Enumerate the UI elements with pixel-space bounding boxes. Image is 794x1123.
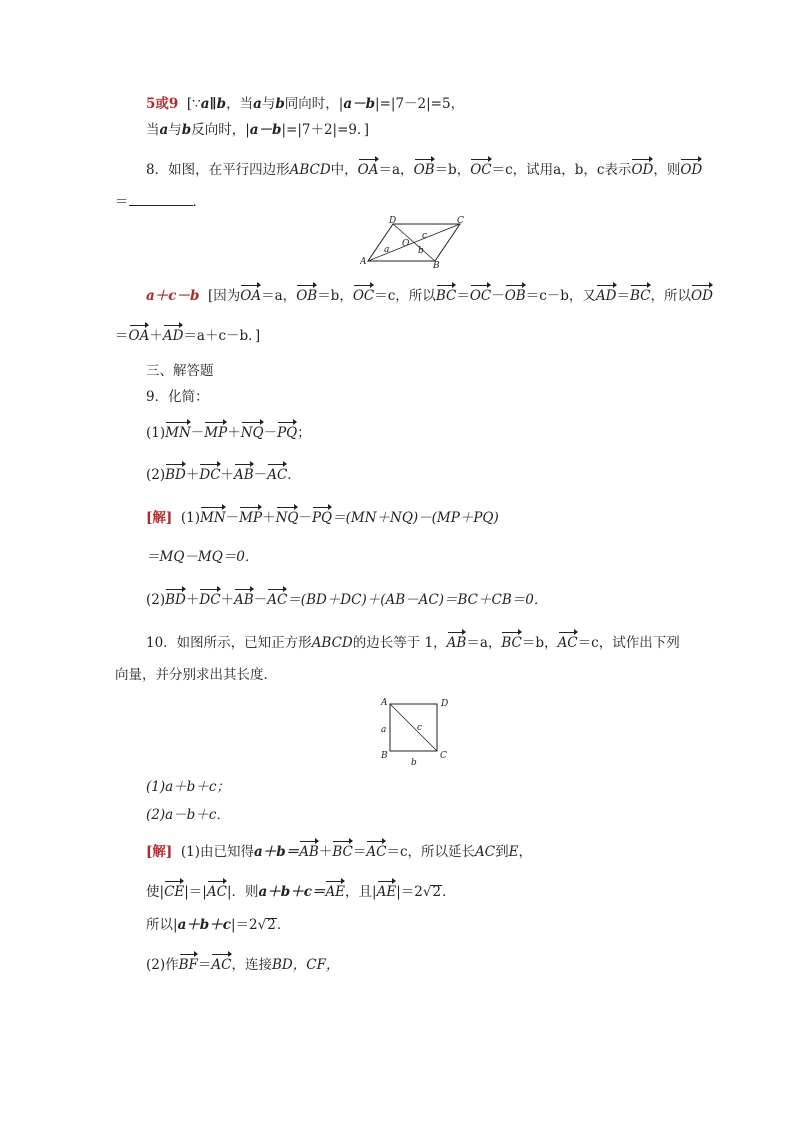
text: 8．如图，在平行四边形 — [146, 162, 290, 178]
vector: MP — [239, 506, 262, 528]
text: － — [253, 467, 268, 483]
vector: NQ — [241, 421, 264, 443]
text: (2) — [146, 467, 166, 483]
label-d: D — [441, 699, 449, 709]
text: ＝a， — [466, 635, 502, 651]
vector: DC — [199, 588, 220, 610]
vector: OC — [470, 158, 491, 180]
q7-line-1 — [146, 94, 464, 114]
text: ＝ — [115, 328, 129, 344]
text: ，所以 — [650, 288, 692, 304]
text: ＋ — [220, 592, 235, 608]
vector: MN — [165, 421, 191, 443]
square-figure — [378, 696, 452, 768]
text: ＝a， — [261, 288, 297, 304]
text: (1) — [180, 510, 200, 526]
text: ＝c，试作出下列 — [577, 635, 680, 651]
vector: AC — [267, 588, 287, 610]
q8-answer: a＋c－b — [146, 288, 200, 304]
text: 所以| — [146, 917, 178, 933]
q10-solution-4 — [146, 953, 339, 975]
vector: BC — [332, 840, 353, 862]
vector: OA — [129, 324, 150, 346]
q10-part-2 — [146, 805, 230, 825]
text: ＝a＋c－b．] — [183, 328, 261, 344]
text: |＝2 — [396, 884, 423, 900]
vector: AC — [267, 463, 287, 485]
text: － — [263, 425, 278, 441]
text: － — [225, 510, 240, 526]
text: (1)a＋b＋c； — [146, 779, 230, 795]
vector: AE — [325, 880, 345, 902]
text: 反向时，| — [191, 122, 250, 138]
text: |＝2 — [230, 917, 258, 933]
text: ＝ — [352, 844, 367, 860]
vector: AC — [558, 631, 578, 653]
text: |＝| — [184, 884, 207, 900]
q8-answer-line-1 — [146, 284, 713, 306]
text: ABCD — [311, 635, 353, 651]
math: a — [253, 96, 262, 112]
text: ＝a， — [378, 162, 414, 178]
text: ＝b， — [521, 635, 558, 651]
label-vec-b: b — [411, 758, 417, 768]
vector: BF — [179, 953, 198, 975]
radicand: 2 — [267, 917, 276, 933]
vector: AB — [234, 463, 254, 485]
text: － — [190, 425, 205, 441]
text: [∵ — [186, 96, 201, 112]
q9-solution-2 — [146, 547, 258, 567]
math: b — [181, 122, 192, 138]
text: (2)作 — [146, 957, 179, 973]
text: ＝ — [616, 288, 631, 304]
math: a＋b＝ — [254, 844, 300, 860]
vector: OB — [414, 158, 435, 180]
solution-tag: [解] — [146, 844, 173, 860]
text: － — [491, 288, 505, 304]
vector: BD — [165, 588, 186, 610]
text: ． — [276, 917, 291, 933]
label-c: C — [457, 216, 464, 226]
text: 10．如图所示，已知正方形 — [146, 635, 312, 651]
q10-question-1 — [146, 631, 680, 653]
text: 与 — [168, 122, 182, 138]
text: ， — [518, 844, 532, 860]
text: ，当 — [226, 96, 254, 112]
label-vec-a: a — [384, 245, 390, 255]
parallelogram-figure — [360, 216, 470, 268]
text: － — [298, 510, 312, 526]
text: ＝ — [456, 288, 470, 304]
text: ； — [297, 425, 311, 441]
text: (1)由已知得 — [180, 844, 254, 860]
text: ． — [442, 884, 456, 900]
diagonal-ac — [390, 704, 437, 751]
q10-solution-2: 使|CE|＝|AC|．则a＋b＋c＝AE，且|AE|＝2√2． — [146, 880, 456, 902]
vector: OC — [353, 284, 374, 306]
q8-blank-line — [115, 192, 206, 212]
text: ，且| — [345, 884, 377, 900]
vector: NQ — [276, 506, 299, 528]
q10-solution-1 — [146, 840, 532, 862]
text: |=|7－2|=5， — [375, 96, 465, 112]
label-vec-b: b — [418, 246, 424, 256]
vector: OA — [240, 284, 261, 306]
q7-line-2 — [146, 120, 369, 140]
vector: AB — [447, 631, 467, 653]
text: ＝c，所以延长 — [386, 844, 476, 860]
vector: AD — [163, 324, 184, 346]
text: (2) — [146, 592, 166, 608]
q9-part-1 — [146, 421, 311, 443]
text: ，则 — [653, 162, 681, 178]
label-vec-a: a — [381, 725, 387, 735]
vector: MN — [200, 506, 226, 528]
text: ＝c，所以 — [374, 288, 436, 304]
vector: AE — [377, 880, 397, 902]
text: ＝ — [197, 957, 212, 973]
vector: AB — [234, 588, 254, 610]
text: ＝c，试用a，b，c表示 — [491, 162, 632, 178]
text: 同向时，| — [284, 96, 344, 112]
text: 当 — [146, 122, 160, 138]
vector: BC — [436, 284, 457, 306]
text: － — [253, 592, 268, 608]
math: b — [275, 96, 285, 112]
text: ＋ — [149, 328, 163, 344]
text: ＋ — [220, 467, 235, 483]
text: ＝ — [115, 194, 129, 210]
vector: DC — [199, 463, 220, 485]
text: E — [508, 844, 519, 860]
label-vec-c: c — [417, 723, 423, 733]
q9-solution-1 — [146, 506, 499, 528]
label-a: A — [360, 257, 367, 267]
text: (1) — [146, 425, 166, 441]
vector: BC — [501, 631, 522, 653]
text: ． — [192, 194, 206, 210]
diagonal-bd — [393, 224, 435, 261]
vector: OD — [680, 158, 702, 180]
text: ，连接 — [231, 957, 273, 973]
vector: PQ — [277, 421, 297, 443]
text: 的边长等于 1， — [352, 635, 447, 651]
vector: OD — [691, 284, 713, 306]
vector: AC — [366, 840, 386, 862]
text: ＝c－b，又 — [525, 288, 596, 304]
vector: AC — [211, 953, 231, 975]
vector: OB — [296, 284, 317, 306]
text: [因为 — [208, 288, 241, 304]
math: a＋b＋c＝ — [258, 884, 326, 900]
text: AC — [475, 844, 496, 860]
q8-question — [146, 158, 702, 180]
text: |=|7＋2|=9．] — [281, 122, 370, 138]
text: BD，CF， — [272, 957, 340, 973]
q8-answer-line-2 — [115, 324, 260, 346]
q10-question-2: 向量，并分别求出其长度． — [115, 667, 277, 683]
q9-part-2 — [146, 463, 301, 485]
math: a∥b — [200, 96, 227, 112]
text: 到 — [495, 844, 509, 860]
radicand: 2 — [432, 884, 442, 900]
text: ＋ — [185, 467, 200, 483]
q9-title: 9．化简： — [146, 389, 209, 405]
q10-solution-3: 所以|a＋b＋c|＝2√2． — [146, 917, 291, 933]
label-d: D — [389, 216, 397, 226]
vector: PQ — [312, 506, 332, 528]
text: ＋ — [227, 425, 241, 441]
text: ＝(MN＋NQ)－(MP＋PQ) — [332, 510, 499, 526]
label-o: O — [402, 239, 410, 249]
text: 使| — [146, 884, 165, 900]
vector: AC — [207, 880, 227, 902]
vector: AB — [299, 840, 319, 862]
text: ＝(BD＋DC)＋(AB－AC)＝BC＋CB＝0． — [287, 592, 548, 608]
text: ＝b， — [434, 162, 471, 178]
solution-tag: [解] — [146, 510, 173, 526]
q10-part-1 — [146, 777, 230, 797]
text: ． — [287, 467, 301, 483]
text: ＝MQ－MQ＝0． — [146, 549, 259, 565]
text: 与 — [261, 96, 276, 112]
label-a: A — [381, 698, 388, 708]
label-vec-c: c — [422, 231, 428, 241]
vector: OB — [505, 284, 526, 306]
label-b: B — [381, 751, 388, 761]
answer-blank — [129, 193, 193, 206]
q7-answer: 5或9 — [146, 96, 179, 112]
section-heading: 三、解答题 — [146, 363, 214, 379]
label-c: C — [440, 751, 447, 761]
text: |．则 — [226, 884, 259, 900]
math: a－b — [249, 122, 282, 138]
math: a＋b＋c — [177, 917, 231, 933]
math: a — [159, 122, 169, 138]
text: (2)a－b＋c． — [146, 807, 230, 823]
vector: BC — [630, 284, 651, 306]
vector: BD — [165, 463, 186, 485]
vector: OD — [631, 158, 653, 180]
label-b: B — [433, 261, 440, 268]
vector: AD — [596, 284, 617, 306]
text: 中， — [330, 162, 358, 178]
vector: CE — [164, 880, 184, 902]
q9-solution-3 — [146, 588, 547, 610]
vector: OC — [470, 284, 491, 306]
vector: MP — [204, 421, 227, 443]
vector: OA — [358, 158, 379, 180]
text: ＋ — [262, 510, 276, 526]
text: ＋ — [318, 844, 333, 860]
text: ＋ — [185, 592, 200, 608]
text: ＝b， — [317, 288, 353, 304]
text: ABCD — [289, 162, 331, 178]
math: a－b — [343, 96, 376, 112]
